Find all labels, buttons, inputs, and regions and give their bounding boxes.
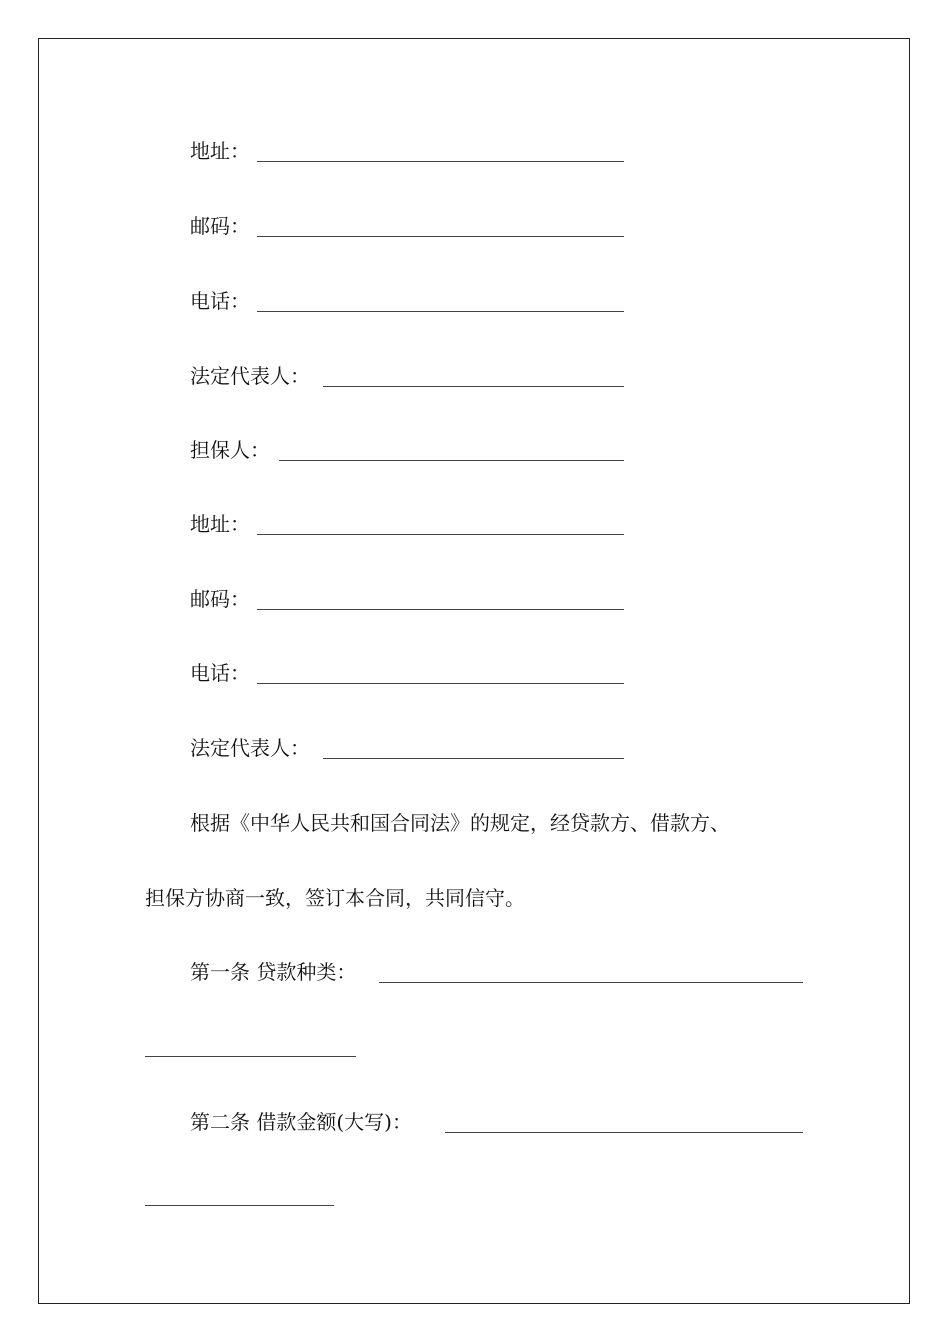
- field-label-address-1: 地址：: [190, 139, 250, 163]
- field-blank-address-1[interactable]: [257, 161, 624, 162]
- document-page: [38, 38, 910, 1304]
- clause-1-blank-continued[interactable]: [145, 1056, 356, 1057]
- paragraph-line-2: 担保方协商一致，签订本合同，共同信守。: [145, 886, 525, 910]
- clause-2-blank-continued[interactable]: [145, 1205, 334, 1206]
- field-blank-phone-2[interactable]: [257, 683, 624, 684]
- field-label-phone-2: 电话：: [190, 661, 250, 685]
- clause-1-blank[interactable]: [379, 982, 803, 983]
- clause-2-blank[interactable]: [445, 1132, 803, 1133]
- field-blank-legal-rep-1[interactable]: [323, 386, 624, 387]
- field-blank-legal-rep-2[interactable]: [323, 758, 624, 759]
- field-label-postcode-1: 邮码：: [190, 214, 250, 238]
- field-blank-postcode-2[interactable]: [257, 609, 624, 610]
- field-blank-address-2[interactable]: [257, 534, 624, 535]
- field-blank-guarantor[interactable]: [279, 460, 624, 461]
- field-label-guarantor: 担保人：: [190, 438, 270, 462]
- field-blank-phone-1[interactable]: [257, 311, 624, 312]
- field-label-postcode-2: 邮码：: [190, 587, 250, 611]
- field-label-legal-rep-1: 法定代表人：: [190, 364, 310, 388]
- paragraph-line-1: 根据《中华人民共和国合同法》的规定，经贷款方、借款方、: [190, 811, 730, 835]
- clause-2-label: 第二条 借款金额(大写)：: [190, 1110, 412, 1134]
- field-label-legal-rep-2: 法定代表人：: [190, 736, 310, 760]
- field-label-address-2: 地址：: [190, 512, 250, 536]
- field-blank-postcode-1[interactable]: [257, 236, 624, 237]
- field-label-phone-1: 电话：: [190, 289, 250, 313]
- clause-1-label: 第一条 贷款种类：: [190, 960, 357, 984]
